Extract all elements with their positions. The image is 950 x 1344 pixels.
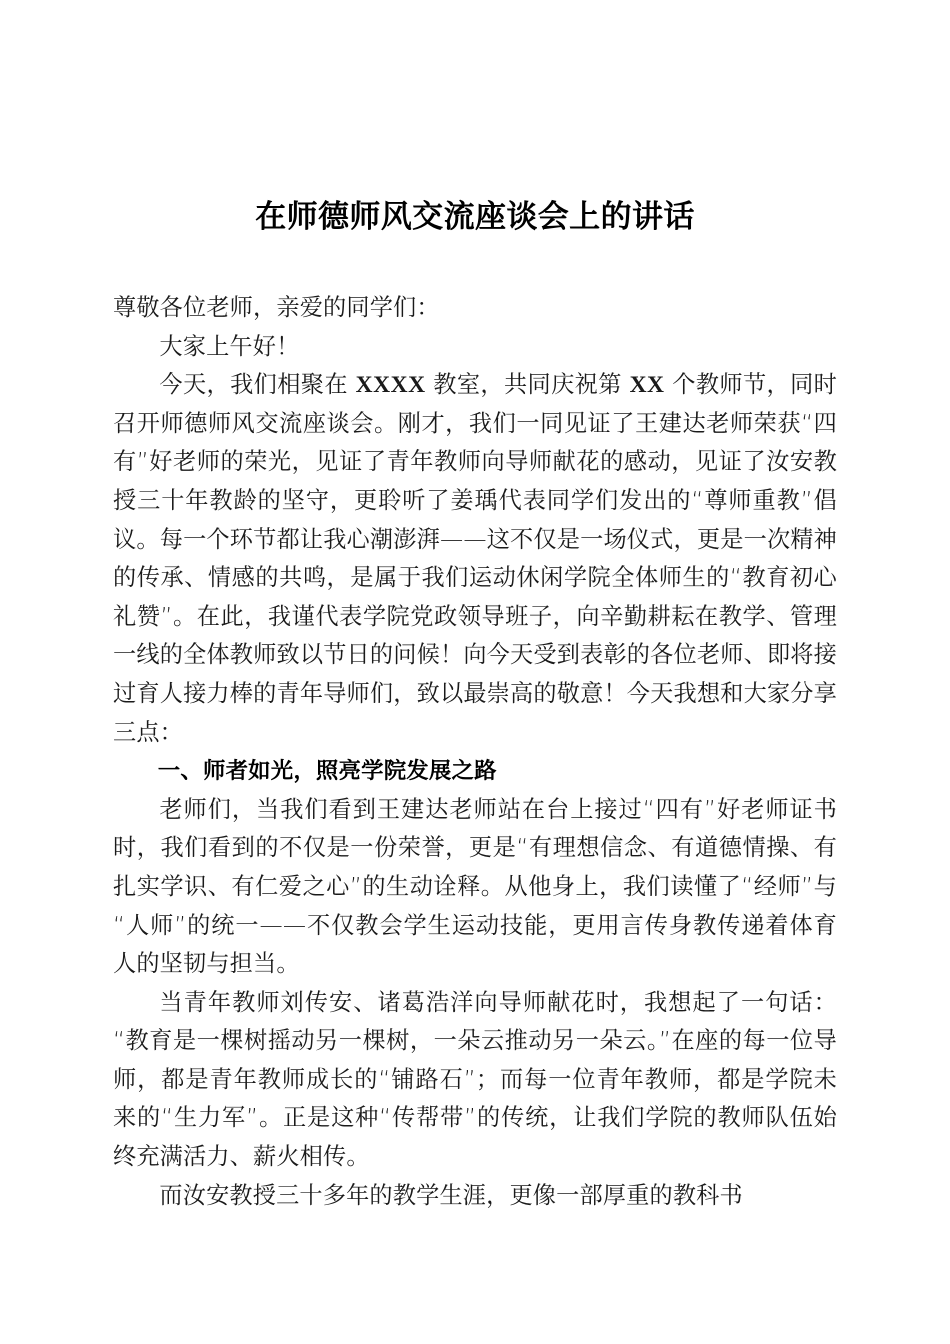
page-title-text: 在师德师风交流座谈会上的讲话 [255,199,695,234]
ordinal-placeholder: XX [629,372,665,399]
section-one-paragraph-two: 当青年教师刘传安、诸葛浩洋向导师献花时，我想起了一句话：“教育是一棵树摇动另一棵树，一朵云推动另一朵云。”在座的每一位导师，都是青年教师成长的“铺路石”；而每一位青年教师，都是学院未来的“生力军”。正是这种“传帮带”的传统，让我们学院的教师队伍始终充满活力、薪火相传。 [113,988,837,1171]
section-one-paragraph-one: 老师们，当我们看到王建达老师站在台上接过“四有”好老师证书时，我们看到的不仅是一份荣誉，更是“有理想信念、有道德情操、有扎实学识、有仁爱之心”的生动诠释。从他身上，我们读懂了“经师”与“人师”的统一——不仅教会学生运动技能，更用言传身教传递着体育人的坚韧与担当。 [113,795,837,978]
room-placeholder: XXXX [355,372,426,399]
title-spacer [113,237,837,289]
section-one-paragraph-three: 而汝安教授三十多年的教学生涯，更像一部厚重的教科书 [159,1181,743,1209]
opening-paragraph-part-b: 教室，共同庆祝第 [425,371,630,399]
opening-paragraph-part-a: 今天，我们相聚在 [159,371,356,399]
opening-paragraph-part-c: 个教师节，同时召开师德师风交流座谈会。刚才，我们一同见证了王建达老师荣获“四有”好老师的荣光，见证了青年教师向导师献花的感动，见证了汝安教授三十年教龄的坚守，更聆听了姜瑀代表同学们发出的“尊师重教”倡议。每一个环节都让我心潮澎湃——这不仅是一场仪式，更是一次精神的传承、情感的共鸣，是属于我们运动休闲学院全体师生的“教育初心礼赞”。在此，我谨代表学院党政领导班子，向辛勤耕耘在教学、管理一线的全体教师致以节日的问候！向今天受到表彰的各位老师、即将接过育人接力棒的青年导师们，致以最崇高的敬意！今天我想和大家分享三点： [113,371,837,746]
document-content [113,0,837,1215]
section-heading-one: 一、师者如光，照亮学院发展之路 [157,758,497,785]
opening-paragraph [113,366,837,752]
salutation-line: 尊敬各位老师，亲爱的同学们： [113,294,440,321]
greeting-line: 大家上午好！ [159,332,300,360]
page-title [113,0,837,237]
